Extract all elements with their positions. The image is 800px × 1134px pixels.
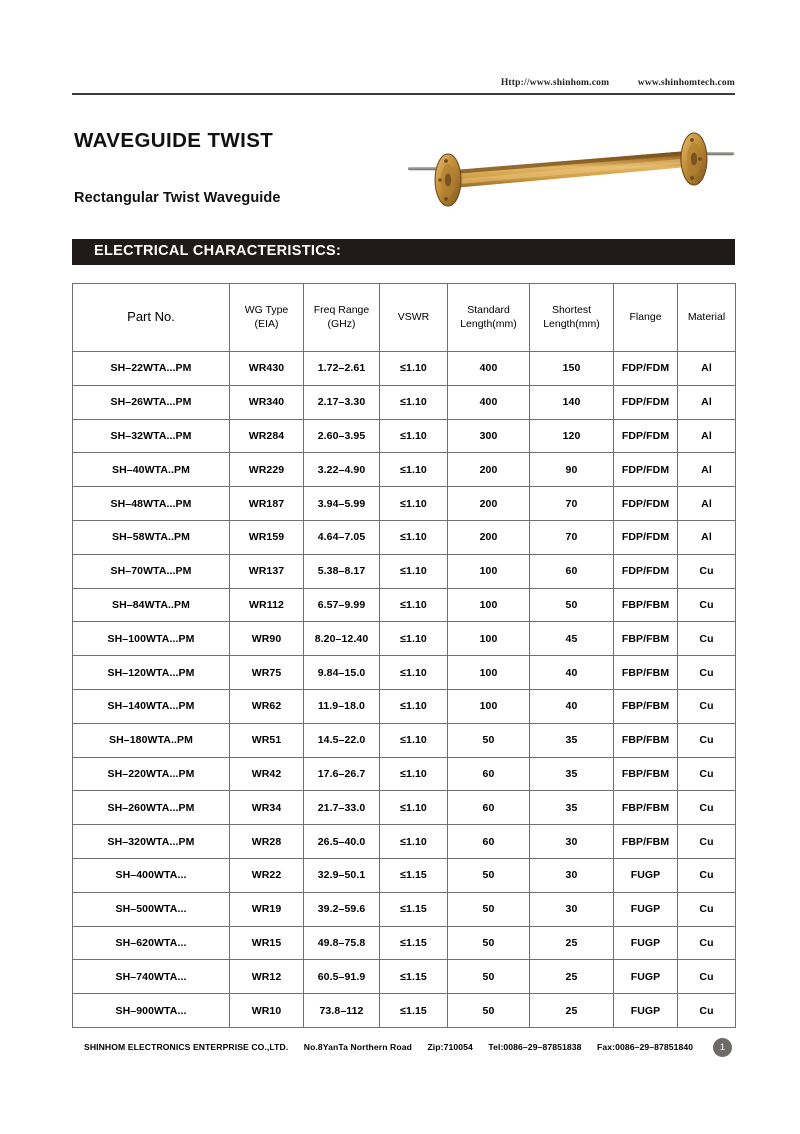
cell-flange: FBP/FBM xyxy=(614,588,678,622)
cell-vswr: ≤1.15 xyxy=(380,960,448,994)
column-header-freq-range-line1: Freq Range xyxy=(313,304,370,317)
cell-freq-range: 3.22–4.90 xyxy=(304,453,380,487)
cell-standard-length: 400 xyxy=(448,385,530,419)
cell-freq-range: 2.60–3.95 xyxy=(304,419,380,453)
footer-address: No.8YanTa Northern Road xyxy=(303,1042,412,1052)
cell-vswr: ≤1.10 xyxy=(380,487,448,521)
electrical-characteristics-table xyxy=(72,283,736,1028)
cell-material: Al xyxy=(678,385,736,419)
cell-flange: FUGP xyxy=(614,926,678,960)
table-row xyxy=(73,622,736,656)
cell-freq-range: 4.64–7.05 xyxy=(304,520,380,554)
cell-shortest-length: 25 xyxy=(530,926,614,960)
cell-material: Cu xyxy=(678,960,736,994)
cell-part-no: SH–320WTA...PM xyxy=(73,825,230,859)
cell-shortest-length: 50 xyxy=(530,588,614,622)
cell-freq-range: 8.20–12.40 xyxy=(304,622,380,656)
cell-vswr: ≤1.10 xyxy=(380,419,448,453)
cell-vswr: ≤1.10 xyxy=(380,520,448,554)
cell-flange: FDP/FDM xyxy=(614,520,678,554)
cell-shortest-length: 35 xyxy=(530,791,614,825)
cell-wg-type: WR28 xyxy=(230,825,304,859)
cell-wg-type: WR112 xyxy=(230,588,304,622)
cell-part-no: SH–120WTA...PM xyxy=(73,656,230,690)
cell-material: Al xyxy=(678,487,736,521)
table-row xyxy=(73,960,736,994)
cell-material: Cu xyxy=(678,825,736,859)
cell-shortest-length: 70 xyxy=(530,487,614,521)
column-header-flange-line1: Flange xyxy=(629,310,662,323)
cell-wg-type: WR187 xyxy=(230,487,304,521)
cell-part-no: SH–84WTA..PM xyxy=(73,588,230,622)
page-number-badge: 1 xyxy=(713,1038,732,1057)
cell-part-no: SH–400WTA... xyxy=(73,858,230,892)
header-divider xyxy=(72,93,735,95)
cell-wg-type: WR229 xyxy=(230,453,304,487)
cell-part-no: SH–100WTA...PM xyxy=(73,622,230,656)
table-row xyxy=(73,453,736,487)
cell-material: Al xyxy=(678,352,736,386)
cell-vswr: ≤1.10 xyxy=(380,352,448,386)
cell-flange: FDP/FDM xyxy=(614,554,678,588)
table-row xyxy=(73,926,736,960)
column-header-freq-range-line2: (GHz) xyxy=(327,317,356,330)
cell-shortest-length: 35 xyxy=(530,723,614,757)
section-banner xyxy=(72,239,735,265)
cell-vswr: ≤1.10 xyxy=(380,689,448,723)
cell-vswr: ≤1.15 xyxy=(380,994,448,1028)
cell-standard-length: 50 xyxy=(448,892,530,926)
cell-freq-range: 2.17–3.30 xyxy=(304,385,380,419)
table-header-row xyxy=(73,284,736,352)
table-row xyxy=(73,892,736,926)
cell-part-no: SH–40WTA..PM xyxy=(73,453,230,487)
cell-flange: FBP/FBM xyxy=(614,791,678,825)
cell-part-no: SH–32WTA...PM xyxy=(73,419,230,453)
cell-standard-length: 100 xyxy=(448,554,530,588)
cell-material: Cu xyxy=(678,892,736,926)
cell-material: Cu xyxy=(678,656,736,690)
cell-flange: FDP/FDM xyxy=(614,385,678,419)
product-photo xyxy=(400,123,742,218)
cell-wg-type: WR90 xyxy=(230,622,304,656)
table-row xyxy=(73,352,736,386)
cell-freq-range: 39.2–59.6 xyxy=(304,892,380,926)
cell-material: Cu xyxy=(678,622,736,656)
column-header-wg-type-line1: WG Type xyxy=(244,304,289,317)
cell-part-no: SH–26WTA...PM xyxy=(73,385,230,419)
header-url-primary[interactable]: Http://www.shinhom.com xyxy=(500,78,610,88)
cell-standard-length: 60 xyxy=(448,791,530,825)
cell-standard-length: 100 xyxy=(448,622,530,656)
cell-material: Al xyxy=(678,453,736,487)
footer-divider xyxy=(72,1031,735,1032)
cell-freq-range: 60.5–91.9 xyxy=(304,960,380,994)
cell-shortest-length: 90 xyxy=(530,453,614,487)
cell-part-no: SH–500WTA... xyxy=(73,892,230,926)
cell-flange: FUGP xyxy=(614,960,678,994)
cell-vswr: ≤1.10 xyxy=(380,757,448,791)
cell-standard-length: 50 xyxy=(448,994,530,1028)
column-header-material xyxy=(678,284,736,352)
cell-flange: FBP/FBM xyxy=(614,723,678,757)
column-header-wg-type xyxy=(230,284,304,352)
cell-shortest-length: 60 xyxy=(530,554,614,588)
cell-flange: FDP/FDM xyxy=(614,352,678,386)
cell-wg-type: WR159 xyxy=(230,520,304,554)
table-row xyxy=(73,791,736,825)
page-subtitle: Rectangular Twist Waveguide xyxy=(74,190,281,206)
cell-standard-length: 50 xyxy=(448,858,530,892)
cell-standard-length: 50 xyxy=(448,926,530,960)
table-row xyxy=(73,723,736,757)
cell-vswr: ≤1.10 xyxy=(380,385,448,419)
cell-flange: FUGP xyxy=(614,892,678,926)
cell-flange: FUGP xyxy=(614,858,678,892)
cell-shortest-length: 40 xyxy=(530,689,614,723)
cell-part-no: SH–260WTA...PM xyxy=(73,791,230,825)
cell-flange: FDP/FDM xyxy=(614,487,678,521)
page-title: WAVEGUIDE TWIST xyxy=(74,129,274,152)
column-header-wg-type-line2: (EIA) xyxy=(254,317,279,330)
table-row xyxy=(73,994,736,1028)
cell-shortest-length: 40 xyxy=(530,656,614,690)
column-header-shortest-length-line1: Shortest xyxy=(551,304,592,317)
cell-vswr: ≤1.10 xyxy=(380,588,448,622)
column-header-shortest-length xyxy=(530,284,614,352)
footer-fax: Fax:0086–29–87851840 xyxy=(597,1042,694,1052)
cell-vswr: ≤1.15 xyxy=(380,858,448,892)
cell-freq-range: 21.7–33.0 xyxy=(304,791,380,825)
table-row xyxy=(73,757,736,791)
cell-standard-length: 60 xyxy=(448,757,530,791)
cell-freq-range: 32.9–50.1 xyxy=(304,858,380,892)
cell-part-no: SH–220WTA...PM xyxy=(73,757,230,791)
cell-wg-type: WR51 xyxy=(230,723,304,757)
column-header-freq-range xyxy=(304,284,380,352)
cell-wg-type: WR430 xyxy=(230,352,304,386)
column-header-shortest-length-line2: Length(mm) xyxy=(543,317,600,330)
cell-shortest-length: 70 xyxy=(530,520,614,554)
cell-flange: FBP/FBM xyxy=(614,689,678,723)
cell-vswr: ≤1.10 xyxy=(380,554,448,588)
cell-wg-type: WR12 xyxy=(230,960,304,994)
cell-freq-range: 11.9–18.0 xyxy=(304,689,380,723)
cell-shortest-length: 35 xyxy=(530,757,614,791)
table-row xyxy=(73,520,736,554)
cell-freq-range: 14.5–22.0 xyxy=(304,723,380,757)
cell-freq-range: 26.5–40.0 xyxy=(304,825,380,859)
column-header-vswr-line1: VSWR xyxy=(397,310,430,323)
cell-material: Cu xyxy=(678,994,736,1028)
footer-contact xyxy=(84,1042,706,1052)
cell-part-no: SH–140WTA...PM xyxy=(73,689,230,723)
cell-standard-length: 400 xyxy=(448,352,530,386)
column-header-standard-length-line1: Standard xyxy=(467,304,510,317)
cell-part-no: SH–22WTA...PM xyxy=(73,352,230,386)
cell-shortest-length: 140 xyxy=(530,385,614,419)
cell-flange: FBP/FBM xyxy=(614,656,678,690)
cell-vswr: ≤1.10 xyxy=(380,656,448,690)
cell-material: Cu xyxy=(678,588,736,622)
cell-vswr: ≤1.10 xyxy=(380,825,448,859)
cell-flange: FUGP xyxy=(614,994,678,1028)
cell-material: Cu xyxy=(678,554,736,588)
cell-wg-type: WR15 xyxy=(230,926,304,960)
cell-freq-range: 73.8–112 xyxy=(304,994,380,1028)
footer-company: SHINHOM ELECTRONICS ENTERPRISE CO.,LTD. xyxy=(84,1042,289,1052)
cell-material: Cu xyxy=(678,926,736,960)
table-row xyxy=(73,554,736,588)
cell-part-no: SH–740WTA... xyxy=(73,960,230,994)
cell-standard-length: 100 xyxy=(448,689,530,723)
cell-part-no: SH–900WTA... xyxy=(73,994,230,1028)
cell-shortest-length: 25 xyxy=(530,960,614,994)
cell-freq-range: 49.8–75.8 xyxy=(304,926,380,960)
cell-flange: FDP/FDM xyxy=(614,453,678,487)
table-row xyxy=(73,689,736,723)
table-body xyxy=(73,352,736,1028)
cell-part-no: SH–180WTA..PM xyxy=(73,723,230,757)
cell-freq-range: 6.57–9.99 xyxy=(304,588,380,622)
cell-standard-length: 50 xyxy=(448,723,530,757)
cell-material: Al xyxy=(678,520,736,554)
cell-vswr: ≤1.15 xyxy=(380,926,448,960)
cell-shortest-length: 30 xyxy=(530,892,614,926)
cell-part-no: SH–70WTA...PM xyxy=(73,554,230,588)
header-urls xyxy=(72,78,735,88)
cell-flange: FBP/FBM xyxy=(614,622,678,656)
column-header-vswr xyxy=(380,284,448,352)
cell-standard-length: 200 xyxy=(448,453,530,487)
column-header-part-no xyxy=(73,284,230,352)
table-row xyxy=(73,385,736,419)
cell-standard-length: 200 xyxy=(448,487,530,521)
cell-standard-length: 50 xyxy=(448,960,530,994)
cell-flange: FDP/FDM xyxy=(614,419,678,453)
table-row xyxy=(73,419,736,453)
cell-freq-range: 3.94–5.99 xyxy=(304,487,380,521)
table-row xyxy=(73,588,736,622)
cell-freq-range: 9.84–15.0 xyxy=(304,656,380,690)
cell-wg-type: WR284 xyxy=(230,419,304,453)
cell-standard-length: 60 xyxy=(448,825,530,859)
cell-freq-range: 5.38–8.17 xyxy=(304,554,380,588)
cell-wg-type: WR34 xyxy=(230,791,304,825)
cell-freq-range: 1.72–2.61 xyxy=(304,352,380,386)
cell-material: Al xyxy=(678,419,736,453)
cell-freq-range: 17.6–26.7 xyxy=(304,757,380,791)
column-header-flange xyxy=(614,284,678,352)
cell-wg-type: WR10 xyxy=(230,994,304,1028)
cell-wg-type: WR22 xyxy=(230,858,304,892)
cell-wg-type: WR62 xyxy=(230,689,304,723)
cell-wg-type: WR137 xyxy=(230,554,304,588)
cell-material: Cu xyxy=(678,757,736,791)
cell-part-no: SH–48WTA...PM xyxy=(73,487,230,521)
cell-flange: FBP/FBM xyxy=(614,825,678,859)
cell-part-no: SH–58WTA..PM xyxy=(73,520,230,554)
column-header-standard-length-line2: Length(mm) xyxy=(460,317,517,330)
cell-material: Cu xyxy=(678,858,736,892)
table-row xyxy=(73,656,736,690)
column-header-part-no-line1: Part No. xyxy=(127,309,175,325)
cell-wg-type: WR19 xyxy=(230,892,304,926)
cell-vswr: ≤1.10 xyxy=(380,622,448,656)
section-banner-label: ELECTRICAL CHARACTERISTICS: xyxy=(94,243,342,259)
cell-part-no: SH–620WTA... xyxy=(73,926,230,960)
column-header-standard-length xyxy=(448,284,530,352)
cell-shortest-length: 45 xyxy=(530,622,614,656)
cell-standard-length: 100 xyxy=(448,588,530,622)
cell-shortest-length: 150 xyxy=(530,352,614,386)
cell-standard-length: 100 xyxy=(448,656,530,690)
cell-material: Cu xyxy=(678,791,736,825)
cell-wg-type: WR340 xyxy=(230,385,304,419)
table-row xyxy=(73,487,736,521)
cell-standard-length: 200 xyxy=(448,520,530,554)
cell-material: Cu xyxy=(678,723,736,757)
table-row xyxy=(73,858,736,892)
table-row xyxy=(73,825,736,859)
footer-zip: Zip:710054 xyxy=(427,1042,473,1052)
footer-tel: Tel:0086–29–87851838 xyxy=(488,1042,582,1052)
cell-shortest-length: 30 xyxy=(530,858,614,892)
cell-vswr: ≤1.10 xyxy=(380,791,448,825)
cell-standard-length: 300 xyxy=(448,419,530,453)
cell-wg-type: WR42 xyxy=(230,757,304,791)
header-url-secondary[interactable]: www.shinhomtech.com xyxy=(637,78,735,88)
cell-flange: FBP/FBM xyxy=(614,757,678,791)
cell-wg-type: WR75 xyxy=(230,656,304,690)
cell-material: Cu xyxy=(678,689,736,723)
cell-vswr: ≤1.10 xyxy=(380,453,448,487)
cell-shortest-length: 30 xyxy=(530,825,614,859)
column-header-material-line1: Material xyxy=(687,310,726,323)
cell-vswr: ≤1.15 xyxy=(380,892,448,926)
cell-shortest-length: 120 xyxy=(530,419,614,453)
cell-vswr: ≤1.10 xyxy=(380,723,448,757)
cell-shortest-length: 25 xyxy=(530,994,614,1028)
